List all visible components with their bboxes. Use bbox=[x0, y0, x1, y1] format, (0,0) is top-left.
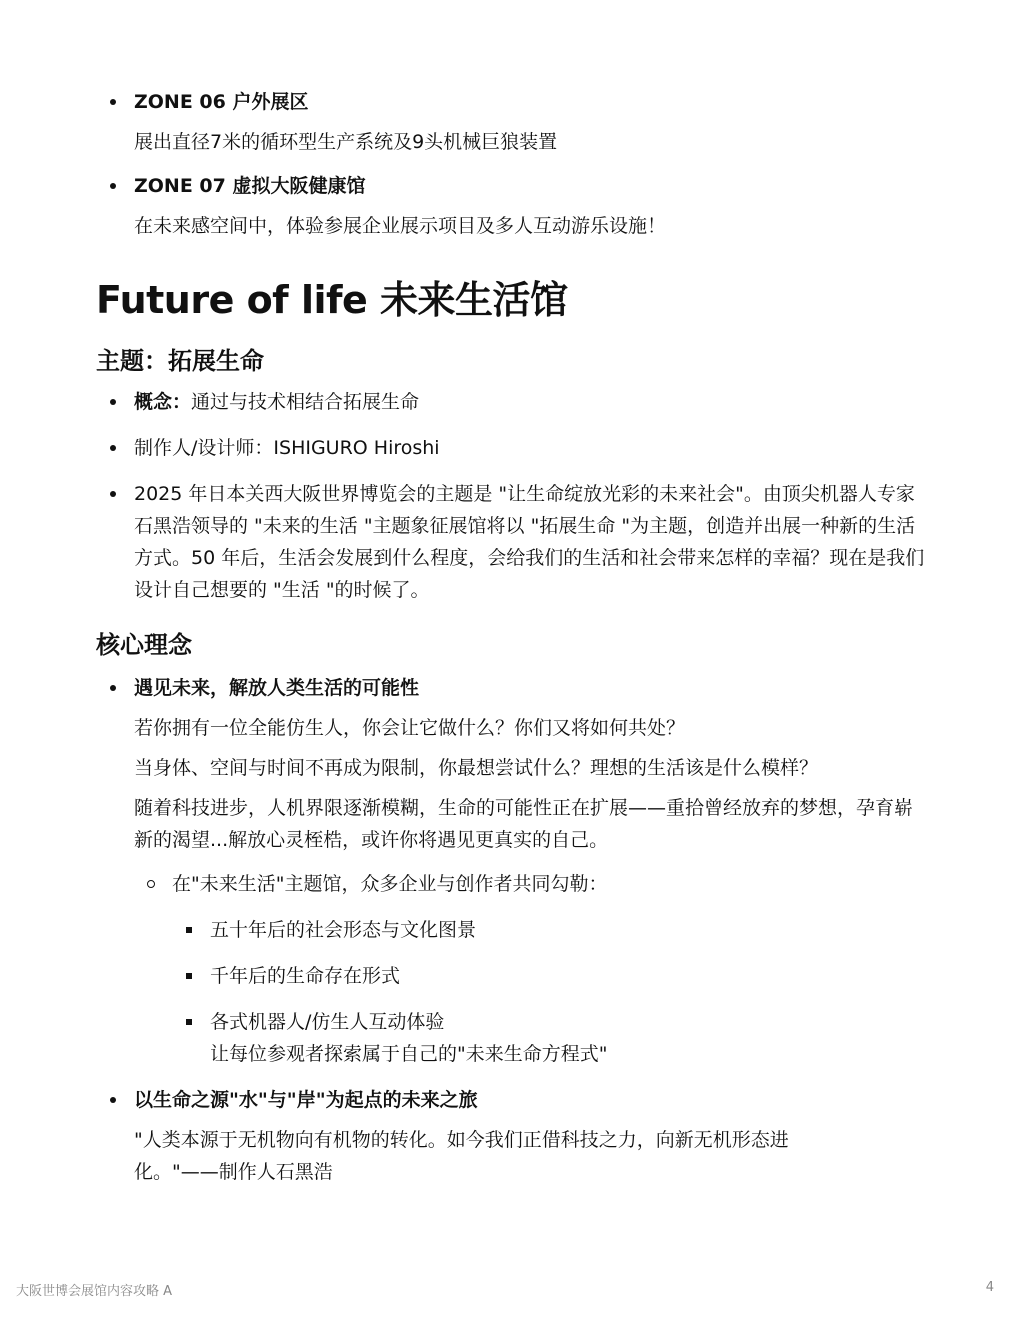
core-item-1-title: 遇见未来，解放人类生活的可能性 bbox=[134, 677, 420, 699]
zone-07-item bbox=[96, 170, 926, 242]
zone-07-title: ZONE 07 虚拟大阪健康馆 bbox=[134, 175, 366, 197]
zone-06-desc: 展出直径7米的循环型生产系统及9头机械巨狼装置 bbox=[134, 131, 558, 153]
core-sub-list bbox=[134, 868, 926, 1070]
subsub-text-1: 五十年后的社会形态与文化图景 bbox=[210, 919, 477, 941]
core-sub-item bbox=[134, 868, 926, 1070]
zone-06-title: ZONE 06 户外展区 bbox=[134, 91, 309, 113]
concept-item bbox=[96, 386, 926, 418]
document-body bbox=[96, 86, 926, 1188]
subsub-item-1 bbox=[172, 914, 926, 946]
intro-item bbox=[96, 478, 926, 606]
subsub-text-3a: 各式机器人/仿生人互动体验 bbox=[210, 1011, 445, 1033]
zone-06-item bbox=[96, 86, 926, 158]
producer-text: 制作人/设计师：ISHIGURO Hiroshi bbox=[134, 437, 440, 459]
subsub-text-3b: 让每位参观者探索属于自己的"未来生命方程式" bbox=[210, 1043, 608, 1065]
concept-label: 概念： bbox=[134, 391, 192, 413]
core-item-2-quote: "人类本源于无机物向有机物的转化。如今我们正借科技之力，向新无机形态进化。"——制作人石黑浩 bbox=[134, 1129, 789, 1183]
core-item-1 bbox=[96, 672, 926, 1070]
section-title: Future of life 未来生活馆 bbox=[96, 278, 568, 322]
subsub-item-3 bbox=[172, 1006, 926, 1070]
core-heading: 核心理念 bbox=[96, 631, 192, 659]
concept-text: 通过与技术相结合拓展生命 bbox=[191, 391, 420, 413]
core-item-1-p1: 若你拥有一位全能仿生人，你会让它做什么？你们又将如何共处？ bbox=[134, 717, 686, 739]
core-item-2-title: 以生命之源"水"与"岸"为起点的未来之旅 bbox=[134, 1089, 478, 1111]
zone-list bbox=[96, 86, 926, 242]
producer-item bbox=[96, 432, 926, 464]
theme-list bbox=[96, 386, 926, 606]
theme-heading: 主题：拓展生命 bbox=[96, 347, 264, 375]
core-list bbox=[96, 672, 926, 1188]
footer-doc-title: 大阪世博会展馆内容攻略 A bbox=[16, 1284, 173, 1299]
zone-07-desc: 在未来感空间中，体验参展企业展示项目及多人互动游乐设施！ bbox=[134, 215, 667, 237]
subsub-item-2 bbox=[172, 960, 926, 992]
intro-text: 2025 年日本关西大阪世界博览会的主题是 "让生命绽放光彩的未来社会"。由顶尖机器人专家石黑浩领导的 "未来的生活 "主题象征展馆将以 "拓展生命 "为主题，创造并出展一种新的生活方式。50 年后，生活会发展到什么程度，会给我们的生活和社会带来怎样的幸福？现在是我们设计自己想要的 "生活 "的时候了。 bbox=[134, 483, 925, 601]
core-item-2 bbox=[96, 1084, 926, 1188]
core-item-1-p3: 随着科技进步，人机界限逐渐模糊，生命的可能性正在扩展——重拾曾经放弃的梦想，孕育崭新的渴望...解放心灵桎梏，或许你将遇见更真实的自己。 bbox=[134, 797, 914, 851]
footer-page-number: 4 bbox=[985, 1280, 994, 1295]
core-subsub-list bbox=[172, 914, 926, 1070]
core-sub-text: 在"未来生活"主题馆，众多企业与创作者共同勾勒： bbox=[172, 873, 608, 895]
core-item-1-p2: 当身体、空间与时间不再成为限制，你最想尝试什么？理想的生活该是什么模样？ bbox=[134, 757, 819, 779]
subsub-text-2: 千年后的生命存在形式 bbox=[210, 965, 401, 987]
